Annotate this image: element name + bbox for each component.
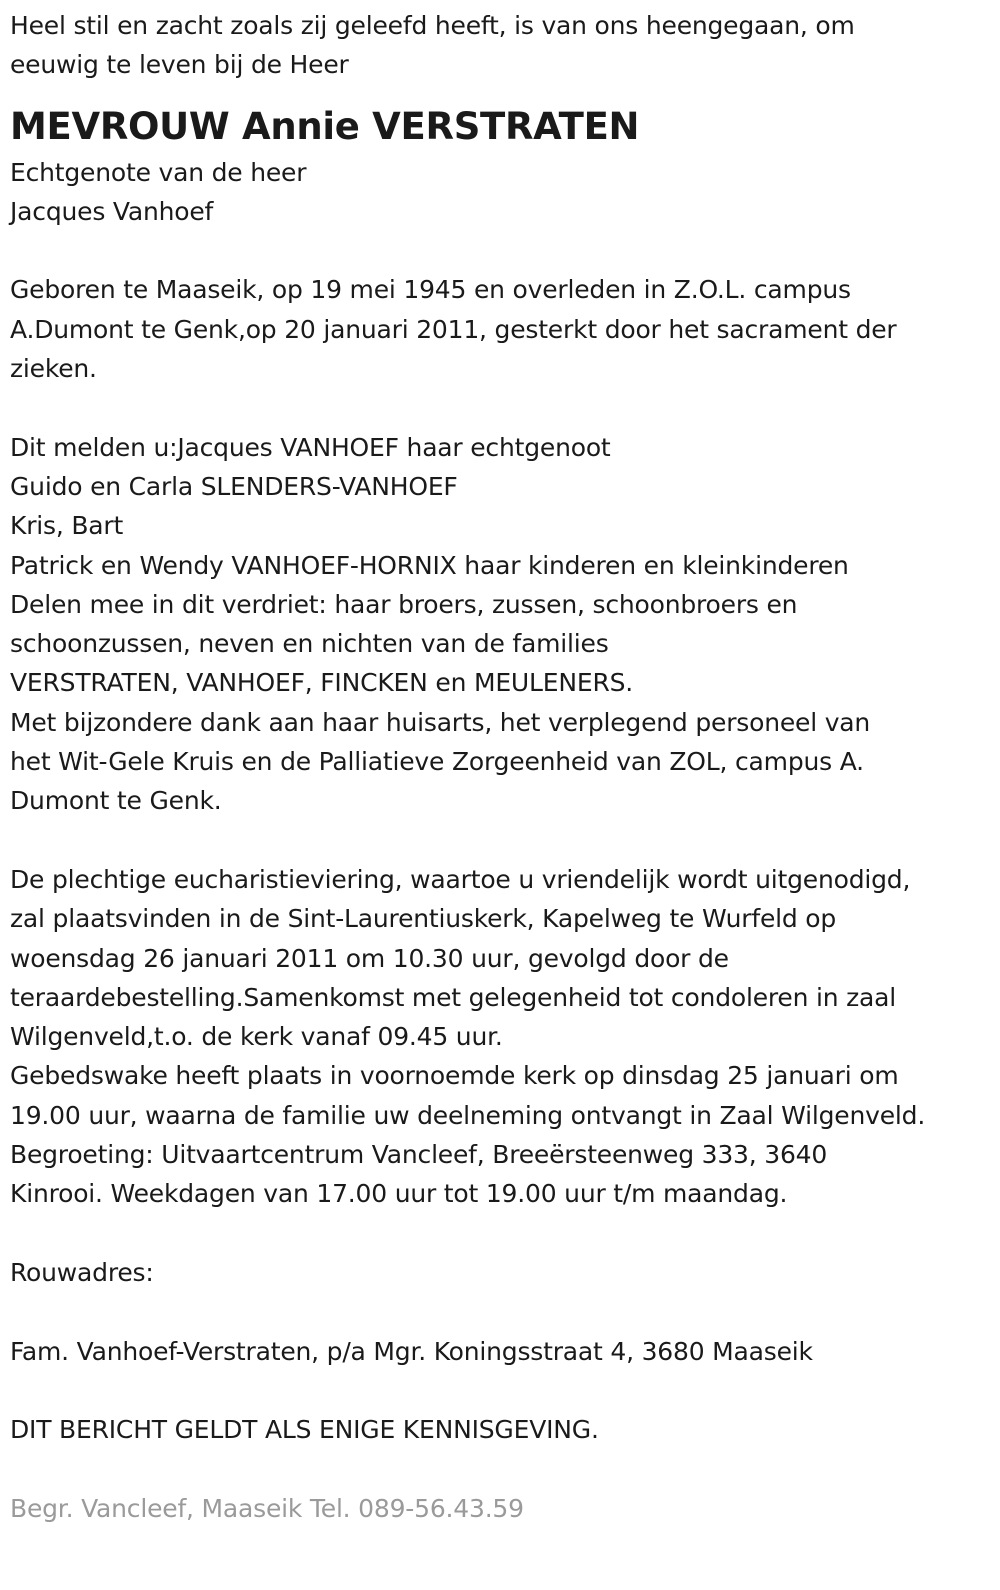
ceremony-line: teraardebestelling.Samenkomst met gelegenheid tot condoleren in zaal — [10, 982, 897, 1012]
ceremony-line: De plechtige eucharistieviering, waartoe u vriendelijk wordt uitgenodigd, — [10, 864, 911, 894]
family-line: het Wit-Gele Kruis en de Palliatieve Zorgeenheid van ZOL, campus A. — [10, 747, 864, 777]
family-line: schoonzussen, neven en nichten van de families — [10, 629, 609, 659]
family-line: Kris, Bart — [10, 511, 124, 541]
deceased-name: MEVROUW Annie VERSTRATEN — [10, 104, 640, 148]
family-announcement — [10, 428, 990, 821]
spacer — [10, 821, 990, 860]
family-line: VERSTRATEN, VANHOEF, FINCKEN en MEULENERS. — [10, 668, 634, 698]
birth-death-line: A.Dumont te Genk,op 20 januari 2011, gesterkt door het sacrament der — [10, 314, 897, 344]
spouse-line: Echtgenote van de heer — [10, 157, 307, 187]
ceremony-line: 19.00 uur, waarna de familie uw deelneming ontvangt in Zaal Wilgenveld. — [10, 1100, 926, 1130]
intro-line: Heel stil en zacht zoals zij geleefd heeft, is van ons heengegaan, om — [10, 11, 855, 40]
notice-statement: DIT BERICHT GELDT ALS ENIGE KENNISGEVING. — [10, 1415, 599, 1445]
family-line: Dumont te Genk. — [10, 786, 222, 816]
spacer — [10, 231, 990, 270]
spacer — [10, 388, 990, 427]
birth-death-line: Geboren te Maaseik, op 19 mei 1945 en overleden in Z.O.L. campus — [10, 275, 851, 305]
family-line: Delen mee in dit verdriet: haar broers, zussen, schoonbroers en — [10, 589, 798, 619]
birth-death-info — [10, 270, 990, 388]
spouse-info — [10, 153, 990, 232]
family-line: Dit melden u:Jacques VANHOEF haar echtgenoot — [10, 432, 611, 462]
mourning-address: Fam. Vanhoef-Verstraten, p/a Mgr. Koningsstraat 4, 3680 Maaseik — [10, 1336, 813, 1366]
family-line: Met bijzondere dank aan haar huisarts, het verplegend personeel van — [10, 707, 871, 737]
intro-text — [10, 6, 990, 85]
family-line: Guido en Carla SLENDERS-VANHOEF — [10, 471, 458, 501]
ceremony-line: Begroeting: Uitvaartcentrum Vancleef, Breeërsteenweg 333, 3640 — [10, 1140, 828, 1170]
spacer — [10, 1292, 990, 1331]
address-label: Rouwadres: — [10, 1257, 154, 1287]
spacer — [10, 1214, 990, 1253]
birth-death-line: zieken. — [10, 354, 97, 384]
family-line: Patrick en Wendy VANHOEF-HORNIX haar kinderen en kleinkinderen — [10, 550, 849, 580]
ceremony-line: Kinrooi. Weekdagen van 17.00 uur tot 19.00 uur t/m maandag. — [10, 1179, 788, 1209]
ceremony-details — [10, 860, 990, 1214]
funeral-home-footer: Begr. Vancleef, Maaseik Tel. 089-56.43.59 — [10, 1493, 524, 1523]
ceremony-line: Gebedswake heeft plaats in voornoemde kerk op dinsdag 25 januari om — [10, 1061, 899, 1091]
ceremony-line: Wilgenveld,t.o. de kerk vanaf 09.45 uur. — [10, 1022, 503, 1052]
spacer — [10, 1371, 990, 1410]
ceremony-line: zal plaatsvinden in de Sint-Laurentiuskerk, Kapelweg te Wurfeld op — [10, 904, 837, 934]
spacer — [10, 1449, 990, 1488]
spouse-line: Jacques Vanhoef — [10, 196, 214, 226]
intro-line: eeuwig te leven bij de Heer — [10, 50, 349, 80]
ceremony-line: woensdag 26 januari 2011 om 10.30 uur, gevolgd door de — [10, 943, 729, 973]
